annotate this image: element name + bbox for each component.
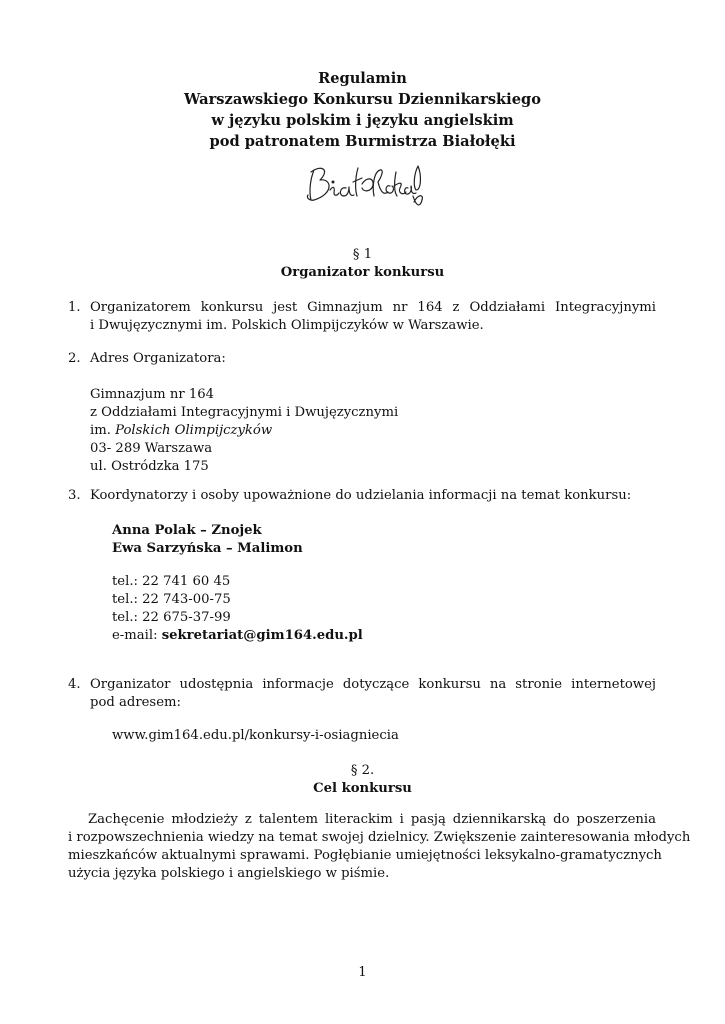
para-line-4: użycia języka polskiego i angielskiego w piśmie. — [68, 866, 390, 881]
para-line-3: mieszkańców aktualnymi sprawami. Pogłębianie umiejętności leksykalno-gramatycznych — [68, 848, 662, 863]
item-4-line-2: pod adresem: — [90, 695, 181, 710]
list-item-4 — [68, 676, 656, 712]
contact-details — [112, 573, 612, 645]
email-link[interactable]: sekretariat@gim164.edu.pl — [161, 628, 363, 643]
list-item-1 — [68, 299, 656, 335]
address-line-3: im. Polskich Olimpijczyków — [90, 423, 273, 438]
para-line-2: i rozpowszechnienia wiedzy na temat swojej dzielnicy. Zwiększenie zainteresowania młodych — [68, 830, 691, 845]
coordinators — [112, 522, 612, 558]
url-link[interactable]: www.gim164.edu.pl/konkursy-i-osiagniecia — [112, 728, 399, 743]
address-line-2: z Oddziałami Integracyjnymi i Dwujęzycznymi — [90, 405, 399, 420]
title-line-2: Warszawskiego Konkursu Dziennikarskiego — [184, 91, 541, 108]
bialoleka-signature-logo — [300, 160, 425, 212]
phone-3: tel.: 22 675-37-99 — [112, 610, 231, 625]
list-number: 3. — [68, 488, 81, 503]
item-4-line-1: Organizator udostępnia informacje dotyczące konkursu na stronie internetowej — [90, 677, 656, 692]
list-number: 2. — [68, 351, 81, 366]
section-2-paragraph — [68, 811, 691, 883]
section-1-header — [0, 246, 725, 282]
phone-2: tel.: 22 743-00-75 — [112, 592, 231, 607]
item-2-label: Adres Organizatora: — [90, 351, 226, 366]
list-number: 4. — [68, 677, 81, 692]
list-item-3 — [68, 487, 656, 505]
coordinator-2: Ewa Sarzyńska – Malimon — [112, 541, 303, 556]
list-number: 1. — [68, 300, 81, 315]
email-line: e-mail: sekretariat@gim164.edu.pl — [112, 628, 363, 643]
list-item-2 — [68, 350, 656, 368]
document-title — [0, 68, 725, 152]
website-url[interactable] — [112, 727, 612, 745]
address-line-1: Gimnazjum nr 164 — [90, 387, 214, 402]
item-3-label: Koordynatorzy i osoby upoważnione do udzielania informacji na temat konkursu: — [90, 488, 632, 503]
item-1-line-2: i Dwujęzycznymi im. Polskich Olimpijczyków w Warszawie. — [90, 318, 484, 333]
section-2-heading: Cel konkursu — [313, 781, 412, 796]
title-line-1: Regulamin — [318, 70, 407, 87]
page-number: 1 — [358, 965, 367, 980]
item-1-line-1: Organizatorem konkursu jest Gimnazjum nr 164 z Oddziałami Integracyjnymi — [90, 300, 656, 315]
title-line-3: w języku polskim i języku angielskim — [211, 112, 514, 129]
section-2-header — [0, 762, 725, 798]
phone-1: tel.: 22 741 60 45 — [112, 574, 231, 589]
title-line-4: pod patronatem Burmistrza Białołęki — [209, 133, 516, 150]
address-patron-name: Polskich Olimpijczyków — [115, 423, 273, 438]
section-1-symbol: § 1 — [352, 247, 373, 262]
signature-text: Białołęka — [300, 160, 305, 161]
para-line-1: Zachęcenie młodzieży z talentem literackim i pasją dziennikarską do poszerzenia — [88, 812, 656, 827]
address-line-5: ul. Ostródzka 175 — [90, 459, 209, 474]
coordinator-1: Anna Polak – Znojek — [112, 523, 262, 538]
section-1-heading: Organizator konkursu — [280, 265, 445, 280]
address-line-4: 03- 289 Warszawa — [90, 441, 213, 456]
organizer-address — [90, 386, 650, 476]
section-2-symbol: § 2. — [350, 763, 375, 778]
